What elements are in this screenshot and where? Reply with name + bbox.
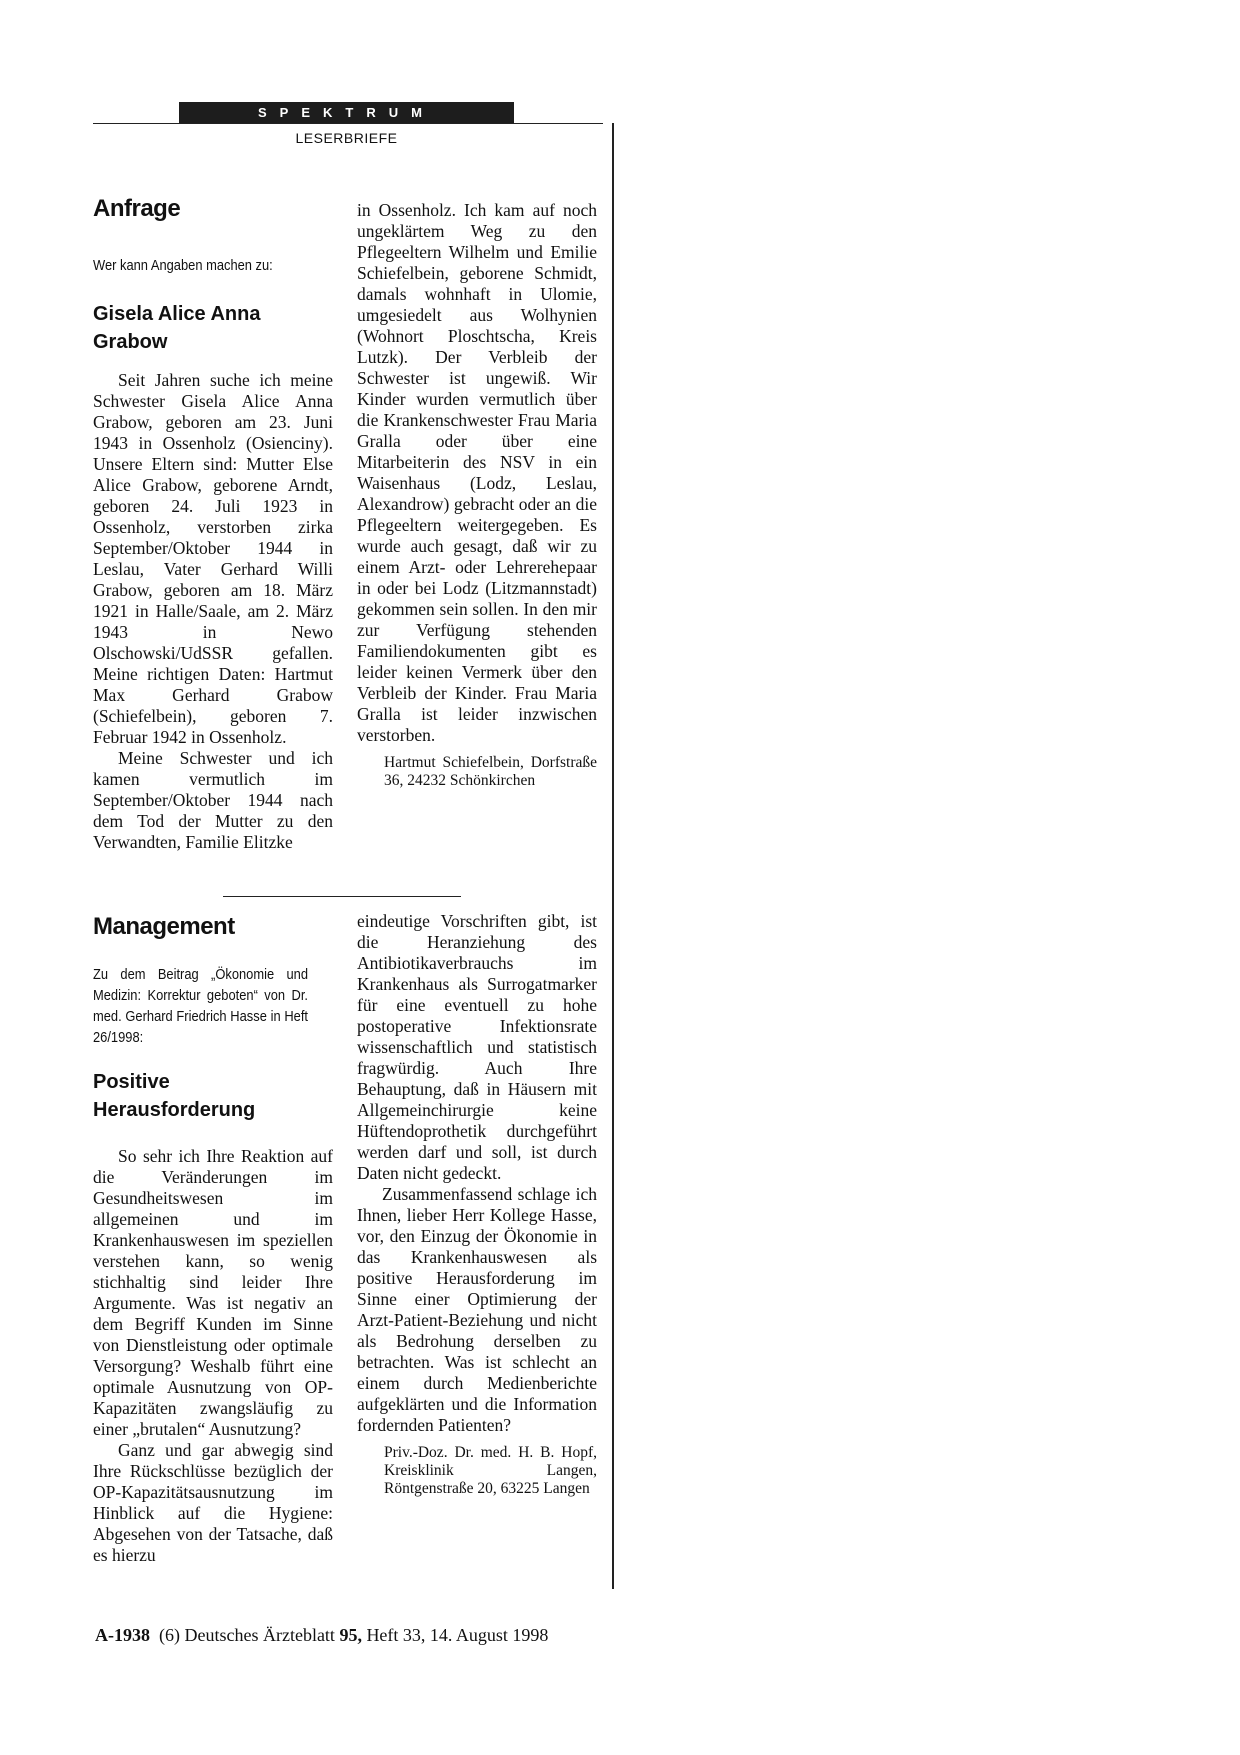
letter1-column-1 <box>93 370 333 853</box>
paragraph: Meine Schwester und ich kamen vermutlich im September/Oktober 1944 nach dem Tod der Mutter zu den Verwandten, Familie Elitzke <box>93 748 333 852</box>
paragraph: in Ossenholz. Ich kam auf noch ungeklärtem Weg zu den Pflegeeltern Wilhelm und Emilie Schiefelbein, geborene Schmidt, damals wohnhaft in Ulomie, umgesiedelt aus Wolhynien (Wohnort Ploschtscha, Kreis Lutzk). Der Verbleib der Schwester ist ungewiß. Wir Kinder wurden vermutlich über die Krankenschwester Frau Maria Gralla oder über eine Mitarbeiterin des NSV in ein Waisenhaus (Lodz, Leslau, Alexandrow) gebracht oder an die Pflegeeltern weitergegeben. Es wurde auch gesagt, daß wir zu einem Arzt- oder Lehrerehepaar in oder bei Lodz (Litzmannstadt) gekommen sein sollen. In den mir zur Verfügung stehenden Familiendokumenten gibt es leider keinen Vermerk über den Verbleib der Kinder. Frau Maria Gralla ist leider inzwischen verstorben. <box>357 200 597 745</box>
paragraph: Zusammenfassend schlage ich Ihnen, lieber Herr Kollege Hasse, vor, den Einzug der Ökonomie in das Krankenhauswesen als positive Herausforderung im Sinne einer Optimierung der Arzt-Patient-Beziehung und nicht als Bedrohung derselben zu betrachten. Was ist schlecht an einem durch Medienberichte aufgeklärten und die Information fordernden Patienten? <box>357 1184 597 1435</box>
page-number: A-1938 <box>95 1625 150 1645</box>
header-rule <box>93 123 603 124</box>
letter-separator <box>223 896 461 897</box>
section-label: SPEKTRUM <box>179 102 514 123</box>
subsection-label: LESERBRIEFE <box>295 130 398 146</box>
paragraph: Seit Jahren suche ich meine Schwester Gisela Alice Anna Grabow, geboren am 23. Juni 1943 in Ossenholz (Osienciny). Unsere Eltern sind: Mutter Else Alice Grabow, geborene Arndt, geboren 24. Juli 1923 in Ossenholz, verstorben zirka September/Oktober 1944 in Leslau, Vater Gerhard Willi Grabow, geboren am 18. März 1921 in Halle/Saale, am 2. März 1943 in Newo Olschowski/UdSSR gefallen. Meine richtigen Daten: Hartmut Max Gerhard Grabow (Schiefelbein), geboren 7. Februar 1942 in Ossenholz. <box>93 370 333 747</box>
letter2-title: Management <box>93 913 235 940</box>
letter1-title: Anfrage <box>93 195 181 222</box>
letter1-column-2 <box>357 200 597 790</box>
letter2-signature: Priv.-Doz. Dr. med. H. B. Hopf, Kreisklinik Langen, Röntgenstraße 20, 63225 Langen <box>384 1444 597 1497</box>
letter2-column-1 <box>93 1146 333 1566</box>
letter2-column-2 <box>357 911 597 1498</box>
paragraph: So sehr ich Ihre Reaktion auf die Veränderungen im Gesundheitswesen im allgemeinen und im Krankenhauswesen im speziellen verstehen kann, so wenig stichhaltig sind leider Ihre Argumente. Was ist negativ an dem Begriff Kunden im Sinne von Dienstleistung oder optimale Versorgung? Weshalb führt eine optimale Ausnutzung von OP-Kapazitäten zwangsläufig zu einer „brutalen“ Ausnutzung? <box>93 1146 333 1439</box>
letter2-intro: Zu dem Beitrag „Ökonomie und Medizin: Korrektur geboten“ von Dr. med. Gerhard Friedrich Hasse in Heft 26/1998: <box>93 966 308 1046</box>
paragraph: Ganz und gar abwegig sind Ihre Rückschlüsse bezüglich der OP-Kapazitätsausnutzung im Hinblick auf die Hygiene: Abgesehen von der Tatsache, daß es hierzu <box>93 1440 333 1565</box>
letter1-signature: Hartmut Schiefelbein, Dorfstraße 36, 24232 Schönkirchen <box>384 754 597 789</box>
column-rule <box>612 123 614 1589</box>
letter1-headline: Gisela Alice Anna Grabow <box>93 303 261 353</box>
footer-journal: (6) Deutsches Ärzteblatt <box>159 1625 335 1645</box>
letter2-headline: Positive Herausforderung <box>93 1071 256 1121</box>
footer-volume: 95, <box>339 1625 362 1645</box>
paragraph: eindeutige Vorschriften gibt, ist die Heranziehung des Antibiotikaverbrauchs im Krankenhaus als Surrogatmarker für eine eventuell zu hohe postoperative Infektionsrate wissenschaftlich und statistisch fragwürdig. Auch Ihre Behauptung, daß in Häusern mit Allgemeinchirurgie keine Hüftendoprothetik durchgeführt werden darf und soll, ist durch Daten nicht gedeckt. <box>357 911 597 1183</box>
letter1-intro: Wer kann Angaben machen zu: <box>93 257 273 274</box>
page-footer <box>95 1625 548 1646</box>
footer-issue: Heft 33, 14. August 1998 <box>366 1625 549 1645</box>
